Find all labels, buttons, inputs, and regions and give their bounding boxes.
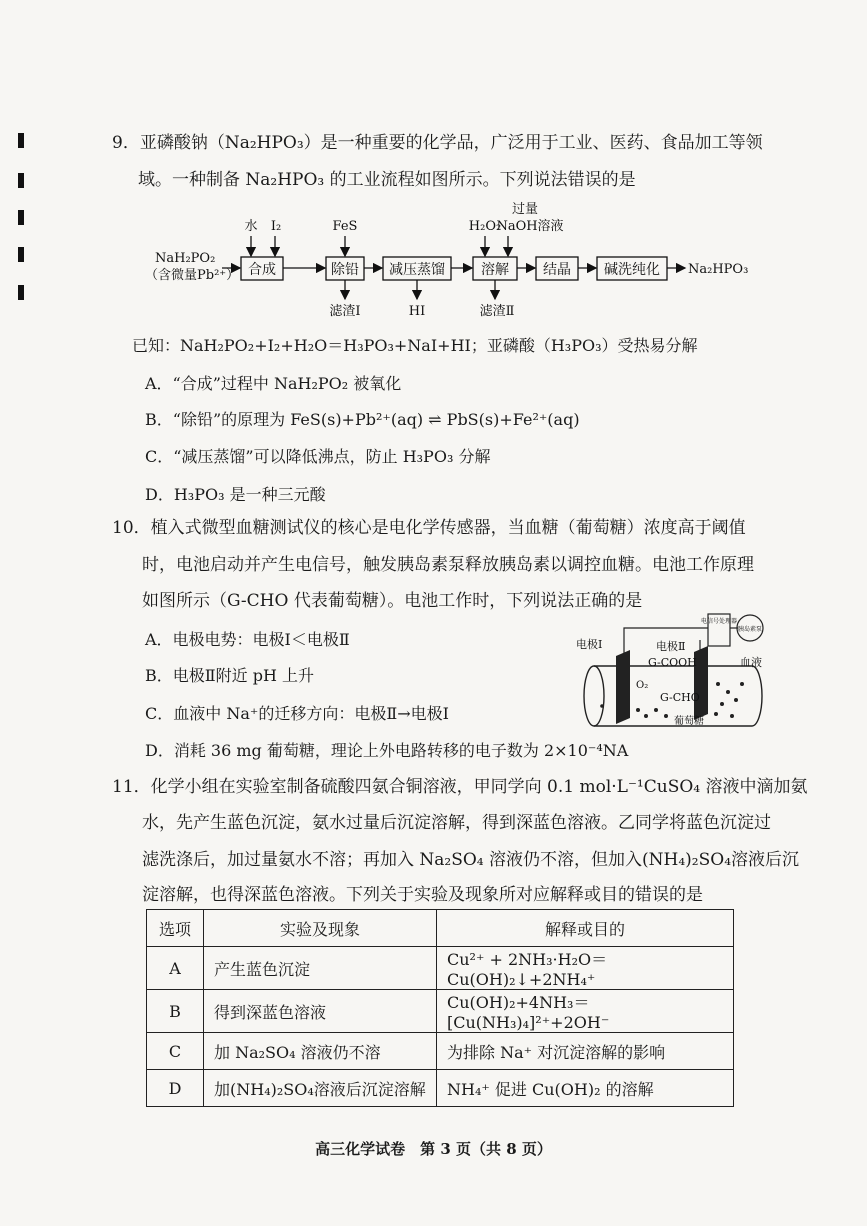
table-cell: Cu(OH)₂+4NH₃＝[Cu(NH₃)₄]²⁺+2OH⁻ (437, 990, 734, 1033)
table-cell: 加 Na₂SO₄ 溶液仍不溶 (204, 1033, 437, 1070)
q11-stem-line2: 水，先产生蓝色沉淀，氨水过量后沉淀溶解，得到深蓝色溶液。乙同学将蓝色沉淀过 (142, 813, 771, 833)
signal-processor-label: 电信号处理器 (700, 618, 738, 625)
q10-option-d: D．消耗 36 mg 葡萄糖，理论上外电路转移的电子数为 2×10⁻⁴NA (145, 741, 629, 760)
flow-step-2: 除铅 (331, 262, 359, 278)
q9-flow-diagram (140, 200, 760, 322)
q9-option-d: D．H₃PO₃ 是一种三元酸 (145, 485, 326, 504)
table-header-row (147, 910, 734, 947)
margin-mark (18, 210, 24, 225)
table-cell: 加(NH₄)₂SO₄溶液后沉淀溶解 (204, 1070, 437, 1107)
flow-input-iodine: I₂ (270, 219, 282, 234)
q10-option-a: A．电极电势：电极Ⅰ＜电极Ⅱ (145, 630, 350, 649)
flow-output-hi: HI (408, 304, 426, 319)
q10-cell-diagram (572, 606, 772, 734)
flow-product: Na₂HPO₃ (688, 262, 749, 277)
q10-stem-line1: 10．植入式微型血糖测试仪的核心是电化学传感器，当血糖（葡萄糖）浓度高于阈值 (112, 518, 746, 538)
flow-input-water: 水 (244, 219, 258, 234)
flow-output-residue2: 滤渣Ⅱ (479, 304, 515, 319)
g-cho-label: G-CHO (660, 691, 700, 704)
flow-step-6: 碱洗纯化 (604, 262, 660, 278)
table-cell: C (147, 1033, 204, 1070)
margin-mark (18, 285, 24, 300)
electrode-1 (616, 650, 630, 724)
q10-stem-line3: 如图所示（G-CHO 代表葡萄糖）。电池工作时，下列说法正确的是 (142, 591, 643, 611)
table-cell: 得到深蓝色溶液 (204, 990, 437, 1033)
flow-input-excess: 过量 (511, 202, 539, 217)
q10-stem-line2: 时，电池启动并产生电信号，触发胰岛素泵释放胰岛素以调控血糖。电池工作原理 (142, 555, 754, 575)
margin-mark (18, 133, 24, 148)
flow-input-naoh: NaOH溶液 (496, 219, 564, 234)
table-row (147, 1033, 734, 1070)
q11-stem-line1: 11．化学小组在实验室制备硫酸四氨合铜溶液，甲同学向 0.1 mol·L⁻¹CuSO₄ 溶液中滴加氨 (112, 777, 808, 797)
table-row (147, 1070, 734, 1107)
table-header: 实验及现象 (204, 910, 437, 947)
table-cell: D (147, 1070, 204, 1107)
flow-step-3: 减压蒸馏 (389, 262, 445, 278)
flow-step-1: 合成 (248, 262, 276, 278)
table-row (147, 990, 734, 1033)
q11-stem-line4: 淀溶解，也得深蓝色溶液。下列关于实验及现象所对应解释或目的错误的是 (142, 885, 703, 905)
table-cell: 产生蓝色沉淀 (204, 947, 437, 990)
q9-option-c: C．“减压蒸馏”可以降低沸点，防止 H₃PO₃ 分解 (145, 447, 491, 466)
insulin-pump-label: 胰岛素泵 (737, 626, 763, 633)
flow-step-4: 溶解 (481, 262, 509, 278)
g-cooh-label: G-COOH (648, 656, 697, 669)
margin-mark (18, 173, 24, 188)
q9-option-a: A．“合成”过程中 NaH₂PO₂ 被氧化 (145, 374, 402, 393)
q11-stem-line3: 滤洗涤后，加过量氨水不溶；再加入 Na₂SO₄ 溶液仍不溶，但加入(NH₄)₂SO₄溶液后沉 (142, 850, 800, 870)
flow-feed2: （含微量Pb²⁺） (145, 268, 240, 283)
table-header: 选项 (147, 910, 204, 947)
q10-option-b: B．电极Ⅱ附近 pH 上升 (145, 666, 315, 685)
table-cell: A (147, 947, 204, 990)
flow-output-residue1: 滤渣Ⅰ (329, 304, 361, 319)
flow-step-5: 结晶 (543, 262, 571, 278)
table-cell: 为排除 Na⁺ 对沉淀溶解的影响 (437, 1033, 734, 1070)
flow-feed1: NaH₂PO₂ (155, 251, 216, 266)
table-cell: Cu²⁺ + 2NH₃·H₂O＝Cu(OH)₂↓+2NH₄⁺ (437, 947, 734, 990)
o2-label: O₂ (636, 680, 649, 691)
electrode-2-label: 电极Ⅱ (656, 640, 686, 653)
blood-label: 血液 (740, 656, 762, 669)
margin-mark (18, 247, 24, 262)
table-header: 解释或目的 (437, 910, 734, 947)
q10-option-c: C．血液中 Na⁺的迁移方向：电极Ⅱ→电极Ⅰ (145, 704, 449, 723)
table-row (147, 947, 734, 990)
electrode-1-label: 电极Ⅰ (576, 638, 603, 651)
glucose-label: 葡萄糖 (674, 716, 704, 727)
flow-input-fes: FeS (332, 219, 358, 234)
q11-table (146, 909, 734, 1107)
page-footer: 高三化学试卷 第 3 页（共 8 页） (315, 1140, 552, 1158)
q9-stem-line2: 域。一种制备 Na₂HPO₃ 的工业流程如图所示。下列说法错误的是 (138, 170, 636, 190)
q9-stem-line1: 9．亚磷酸钠（Na₂HPO₃）是一种重要的化学品，广泛用于工业、医药、食品加工等领 (112, 133, 763, 153)
q9-known: 已知：NaH₂PO₂+I₂+H₂O＝H₃PO₃+NaI+HI；亚磷酸（H₃PO₃）受热易分解 (132, 336, 698, 355)
q9-option-b: B．“除铅”的原理为 FeS(s)+Pb²⁺(aq) ⇌ PbS(s)+Fe²⁺(aq) (145, 410, 580, 429)
table-cell: NH₄⁺ 促进 Cu(OH)₂ 的溶解 (437, 1070, 734, 1107)
flow-input-h2o2: H₂O₂ (468, 219, 502, 234)
table-cell: B (147, 990, 204, 1033)
